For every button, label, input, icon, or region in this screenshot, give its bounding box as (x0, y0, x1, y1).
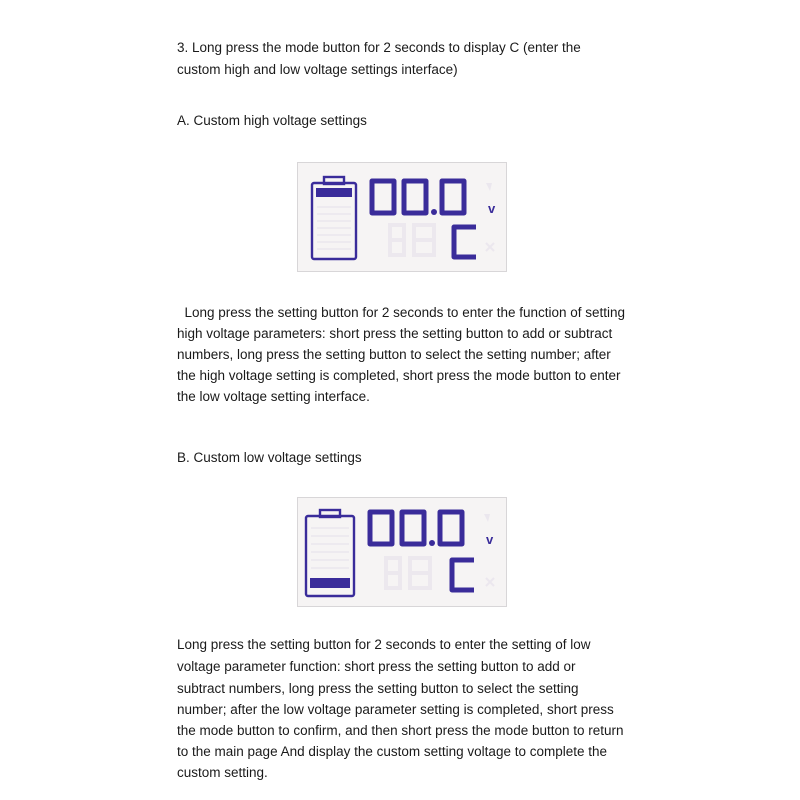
voltage-readout (372, 181, 496, 216)
lcd-svg-high (298, 163, 508, 273)
battery-bottom-bar (310, 578, 350, 588)
unit-label: v (488, 201, 496, 216)
section-b-line-3: subtract numbers, long press the setting button to select the setting (177, 681, 579, 696)
mode-letter-c (454, 227, 476, 257)
section-b-line-2: voltage parameter function: short press the setting button to add or (177, 659, 576, 674)
digit-3 (440, 512, 462, 544)
voltage-readout (370, 512, 494, 547)
unit-label: v (486, 532, 494, 547)
lcd-display-high (297, 162, 507, 272)
battery-top-bar (316, 188, 352, 197)
section-b-line-7: custom setting. (177, 765, 268, 780)
decimal-point (431, 209, 437, 215)
mode-letter-c (452, 560, 474, 590)
section-a-line-5: the low voltage setting interface. (177, 389, 370, 404)
intro-line-1: 3. Long press the mode button for 2 seconds to display C (enter the (177, 40, 581, 55)
section-b-line-6: to the main page And display the custom setting voltage to complete the (177, 744, 608, 759)
bottom-indicator-icon (486, 578, 494, 586)
section-b-line-1: Long press the setting button for 2 seconds to enter the setting of low (177, 637, 591, 652)
digit-2 (402, 512, 424, 544)
top-indicator-icon (484, 514, 490, 522)
section-b-line-5: the mode button to confirm, and then short press the mode button to return (177, 723, 624, 738)
decimal-point (429, 540, 435, 546)
section-b-line-4: number; after the low voltage parameter setting is completed, short press (177, 702, 614, 717)
lcd-display-low (297, 497, 507, 607)
ghost-digits (386, 558, 430, 588)
section-a-line-3: numbers, long press the setting button to select the setting number; after (177, 347, 611, 362)
digit-1 (372, 181, 394, 213)
section-a-line-4: the high voltage setting is completed, short press the mode button to enter (177, 368, 621, 383)
intro-line-2: custom high and low voltage settings interface) (177, 62, 458, 77)
section-b-heading: B. Custom low voltage settings (177, 450, 362, 465)
battery-level-bars (311, 528, 349, 568)
ghost-digits (390, 225, 434, 255)
section-a-line-1: Long press the setting button for 2 seconds to enter the function of setting (177, 305, 626, 320)
section-a-heading: A. Custom high voltage settings (177, 113, 367, 128)
section-a-line-2: high voltage parameters: short press the setting button to add or subtract (177, 326, 613, 341)
digit-3 (442, 181, 464, 213)
digit-1 (370, 512, 392, 544)
lcd-svg-low (298, 498, 508, 608)
battery-level-bars (317, 207, 351, 249)
bottom-indicator-icon (486, 243, 494, 251)
digit-2 (404, 181, 426, 213)
top-indicator-icon (486, 183, 492, 191)
